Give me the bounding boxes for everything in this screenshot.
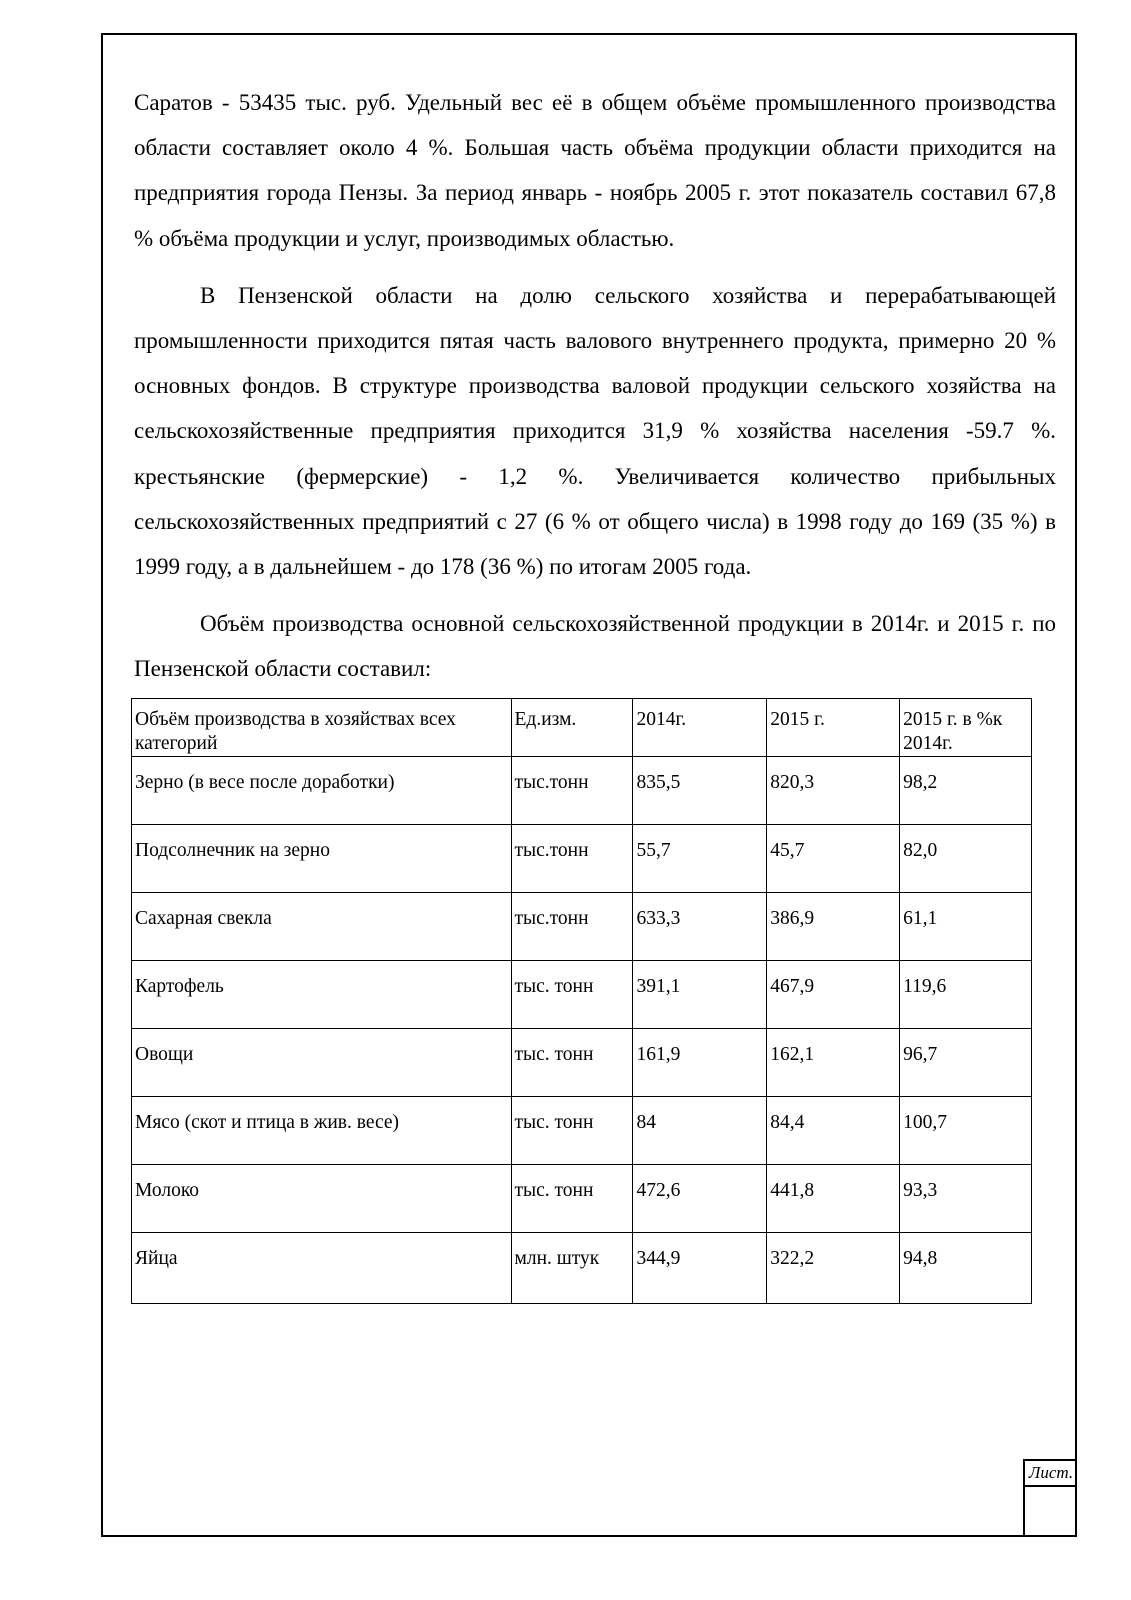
table-cell: 161,9	[633, 1028, 767, 1096]
table-cell: 96,7	[900, 1028, 1032, 1096]
table-cell: 472,6	[633, 1164, 767, 1232]
table-cell: тыс.тонн	[511, 892, 633, 960]
production-table	[131, 698, 1032, 1304]
table-cell: Картофель	[132, 960, 512, 1028]
table-row	[132, 1232, 1032, 1303]
paragraph-table-intro: Объём производства основной сельскохозяйственной продукции в 2014г. и 2015 г. по Пензенской области составил:	[134, 611, 1056, 682]
table-cell: тыс. тонн	[511, 1164, 633, 1232]
table-cell: 98,2	[900, 756, 1032, 824]
table-cell: 467,9	[767, 960, 900, 1028]
table-cell: 633,3	[633, 892, 767, 960]
table-cell: 93,3	[900, 1164, 1032, 1232]
table-cell: 61,1	[900, 892, 1032, 960]
table-cell: Мясо (скот и птица в жив. весе)	[132, 1096, 512, 1164]
sheet-number-box	[1023, 1487, 1077, 1537]
table-cell: тыс. тонн	[511, 960, 633, 1028]
table-row	[132, 1096, 1032, 1164]
table-cell: тыс. тонн	[511, 1028, 633, 1096]
table-cell: 441,8	[767, 1164, 900, 1232]
table-row	[132, 824, 1032, 892]
table-cell: Зерно (в весе после доработки)	[132, 756, 512, 824]
table-cell: 82,0	[900, 824, 1032, 892]
sheet-stamp	[1023, 1459, 1077, 1537]
table-cell: тыс. тонн	[511, 1096, 633, 1164]
table-cell: Подсолнечник на зерно	[132, 824, 512, 892]
header-cell: Ед.изм.	[511, 698, 633, 756]
paragraph-industry: Саратов - 53435 тыс. руб. Удельный вес её в общем объёме промышленного производства области составляет около 4 %. Большая часть объёма продукции области приходится на предприятия города Пензы. За период январь - ноябрь 2005 г. этот показатель составил 67,8 % объёма продукции и услуг, производимых областью.	[134, 90, 1056, 251]
table-cell: 84	[633, 1096, 767, 1164]
table-cell: 344,9	[633, 1232, 767, 1303]
table-cell: 100,7	[900, 1096, 1032, 1164]
table-row	[132, 960, 1032, 1028]
table-cell: 45,7	[767, 824, 900, 892]
header-cell: Объём производства в хозяйствах всех категорий	[132, 698, 512, 756]
table-row	[132, 756, 1032, 824]
table-cell: 84,4	[767, 1096, 900, 1164]
table-cell: 386,9	[767, 892, 900, 960]
table-cell: Сахарная свекла	[132, 892, 512, 960]
table-row	[132, 1028, 1032, 1096]
table-cell: Овощи	[132, 1028, 512, 1096]
table-cell: Яйца	[132, 1232, 512, 1303]
table-cell: 820,3	[767, 756, 900, 824]
table-cell: 94,8	[900, 1232, 1032, 1303]
table-header-row	[132, 698, 1032, 756]
table-cell: тыс.тонн	[511, 824, 633, 892]
table-cell: 119,6	[900, 960, 1032, 1028]
paragraph-agriculture: В Пензенской области на долю сельского хозяйства и перерабатывающей промышленности приходится пятая часть валового внутреннего продукта, примерно 20 % основных фондов. В структуре производства валовой продукции сельского хозяйства на сельскохозяйственные предприятия приходится 31,9 % хозяйства населения -59.7 %. крестьянские (фермерские) - 1,2 %. Увеличивается количество прибыльных сельскохозяйственных предприятий с 27 (6 % от общего числа) в 1998 году до 169 (35 %) в 1999 году, а в дальнейшем - до 178 (36 %) по итогам 2005 года.	[134, 282, 1056, 580]
table-cell: млн. штук	[511, 1232, 633, 1303]
table-cell: 162,1	[767, 1028, 900, 1096]
sheet-label: Лист.	[1023, 1459, 1077, 1487]
table-cell: Молоко	[132, 1164, 512, 1232]
table-cell: 835,5	[633, 756, 767, 824]
header-cell: 2015 г. в %к 2014г.	[900, 698, 1032, 756]
table-cell: 391,1	[633, 960, 767, 1028]
table-row	[132, 892, 1032, 960]
table-cell: 322,2	[767, 1232, 900, 1303]
header-cell: 2015 г.	[767, 698, 900, 756]
table-cell: тыс.тонн	[511, 756, 633, 824]
document-body	[134, 80, 1056, 1304]
header-cell: 2014г.	[633, 698, 767, 756]
table-cell: 55,7	[633, 824, 767, 892]
table-row	[132, 1164, 1032, 1232]
